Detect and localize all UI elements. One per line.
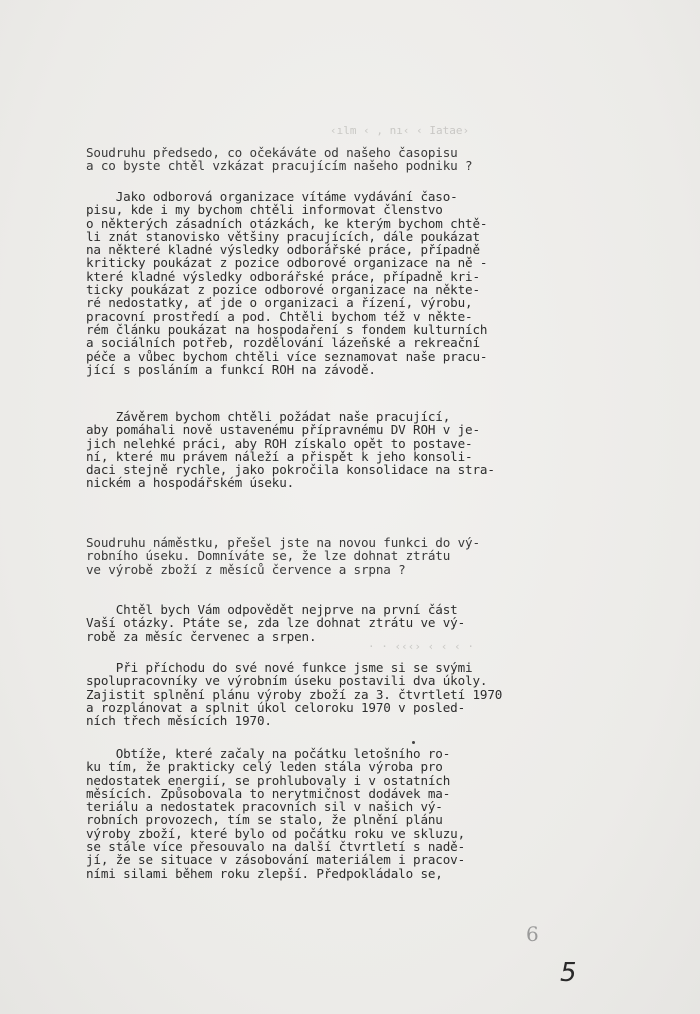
text-line: Soudruhu náměstku, přešel jste na novou funkci do vý-: [86, 535, 480, 550]
text-line: péče a vůbec bychom chtěli více seznamovat naše pracu-: [86, 348, 488, 364]
text-line: spolupracovníky ve výrobním úseku postavili dva úkoly.: [86, 673, 488, 689]
text-line: teriálu a nedostatek pracovních sil v našich vý-: [86, 799, 443, 815]
text-line: ku tím, že prakticky celý leden stála výroba pro: [86, 759, 443, 775]
text-line: nickém a hospodářském úseku.: [86, 475, 295, 491]
text-line: a rozplánovat a splnit úkol celoroku 1970 v posled-: [86, 699, 466, 715]
text-line: výroby zboží, které bylo od počátku roku ve skluzu,: [86, 825, 466, 841]
text-line: jící s posláním a funkcí ROH na závodě.: [86, 361, 376, 377]
show-through-text: · · ‹‹‹› ‹ ‹ ‹ ·: [368, 640, 474, 653]
text-line: rém článku poukázat na hospodaření s fondem kulturních: [86, 321, 488, 337]
text-line: jich nelehké práci, aby ROH získalo opět to postave-: [86, 435, 473, 451]
text-line: robě za měsíc červenec a srpen.: [86, 628, 317, 644]
text-line: robních provozech, tím se stalo, že plnění plánu: [86, 812, 443, 828]
answer-1-paragraph-2: [86, 410, 586, 490]
text-line: na některé kladné výsledky odborářské práce, případně: [86, 242, 480, 258]
text-line: jí, že se situace v zásobování materiálem i pracov-: [86, 852, 466, 868]
answer-2-paragraph-2: [86, 661, 586, 727]
text-line: li znát stanovisko většiny pracujících, dále poukázat: [86, 228, 480, 244]
show-through-text: ‹ılm ‹ , nı‹ ‹ Iatae›: [330, 124, 470, 137]
text-line: se stále více přesouvalo na další čtvrtletí s nadě-: [86, 839, 466, 855]
text-line: ní, které mu právem náleží a přispět k jeho konsoli-: [86, 448, 473, 464]
text-line: ve výrobě zboží z měsíců července a srpna ?: [86, 561, 406, 577]
text-line: Zajistit splnění plánu výroby zboží za 3. čtvrtletí 1970: [86, 686, 503, 702]
text-line: a co byste chtěl vzkázat pracujícím našeho podniku ?: [86, 158, 473, 174]
answer-1-paragraph-1: [86, 190, 586, 376]
text-line: pisu, kde i my bychom chtěli informovat členstvo: [86, 202, 443, 218]
text-line: daci stejně rychle, jako pokročila konsolidace na stra-: [86, 462, 495, 478]
text-line: nedostatek energií, se prohlubovaly i v ostatních: [86, 772, 451, 788]
text-line: ními silami během roku zlepší. Předpokládalo se,: [86, 865, 443, 881]
ink-speck: [412, 741, 415, 744]
text-line: Při příchodu do své nové funkce jsme si se svými: [86, 660, 473, 675]
text-line: Jako odborová organizace vítáme vydávání časo-: [86, 189, 458, 204]
text-line: aby pomáhali nově ustavenému přípravnému DV ROH v je-: [86, 422, 480, 438]
text-line: ticky poukázat z pozice odborové organizace na někte-: [86, 282, 480, 298]
text-line: měsících. Způsobovala to nerytmičnost dodávek ma-: [86, 785, 451, 801]
text-line: o některých zásadních otázkách, ke kterým bychom chtě-: [86, 215, 488, 231]
page-number: 5: [560, 958, 577, 988]
text-line: ré nedostatky, ať jde o organizaci a řízení, výrobu,: [86, 295, 473, 311]
text-line: které kladné výsledky odborářské práce, případně kri-: [86, 268, 480, 284]
text-line: Chtěl bych Vám odpovědět nejprve na první část: [86, 602, 458, 617]
text-line: Vaší otázky. Ptáte se, zda lze dohnat ztrátu ve vý-: [86, 615, 466, 631]
answer-2-paragraph-3: [86, 747, 586, 880]
text-line: Soudruhu předsedo, co očekáváte od našeho časopisu: [86, 145, 458, 160]
text-line: a sociálních potřeb, rozdělování lázeňské a rekreační: [86, 335, 480, 351]
text-line: kriticky poukázat z pozice odborové organizace na ně -: [86, 255, 488, 271]
interview-question-2: [86, 536, 586, 576]
text-line: Obtíže, které začaly na počátku letošního ro-: [86, 746, 451, 761]
text-line: ních třech měsících 1970.: [86, 713, 272, 729]
answer-2-paragraph-1: [86, 603, 586, 643]
pencil-mark: 6: [526, 922, 539, 946]
interview-question-1: [86, 146, 586, 173]
text-line: pracovní prostředí a pod. Chtěli bychom též v někte-: [86, 308, 473, 324]
text-line: robního úseku. Domníváte se, že lze dohnat ztrátu: [86, 548, 451, 564]
text-line: Závěrem bychom chtěli požádat naše pracující,: [86, 409, 451, 424]
